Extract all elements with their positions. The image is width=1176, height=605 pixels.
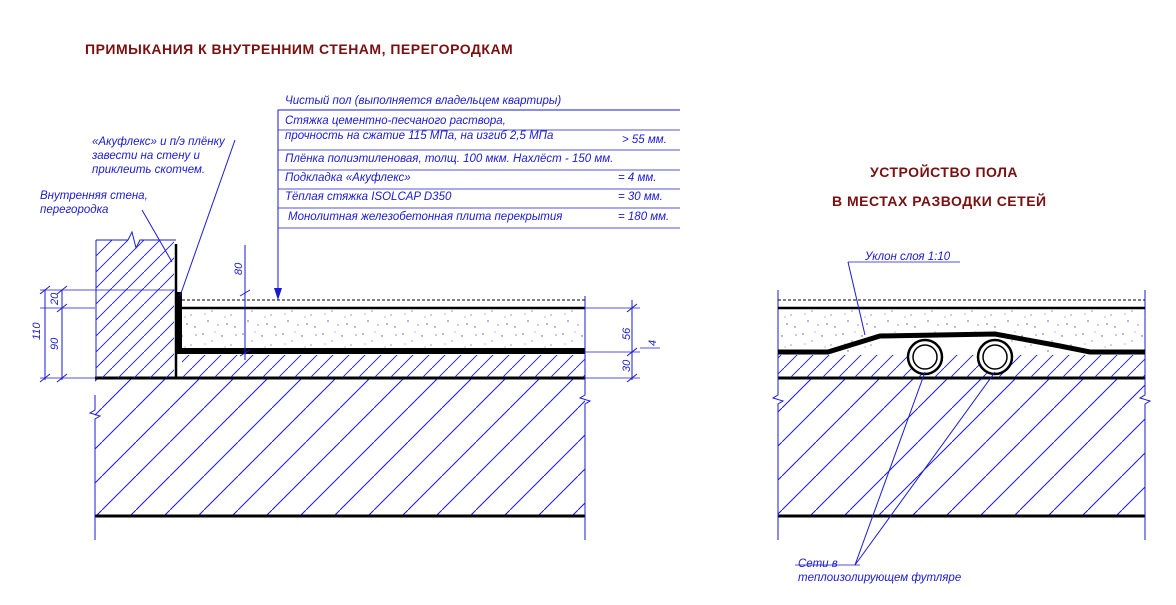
right-title-line-1: УСТРОЙСТВО ПОЛА [870,164,1019,180]
layer-slab: Монолитная железобетонная плита перекрытия [288,211,563,223]
slab-right [778,378,1145,516]
note-networks-line-1: Сети в [798,558,838,570]
note-wall-line-2: перегородка [40,204,109,216]
note-akuflex-line-2: завести на стену и [92,150,200,162]
note-akuflex [92,135,225,177]
dim-110: 110 [31,322,43,340]
layer-screed-line2: прочность на сжатие 115 МПа, на изгиб 2,5 МПа [285,130,554,142]
dim-30: 30 [621,359,633,372]
note-slope: Уклон слоя 1:10 [865,251,951,263]
wall [96,240,174,378]
right-title-line-2: В МЕСТАХ РАЗВОДКИ СЕТЕЙ [832,193,1047,209]
layer-akuflex-value: = 4 мм. [618,172,657,184]
dim-90: 90 [49,337,61,350]
layer-screed-value: > 55 мм. [622,134,667,146]
dim-4: 4 [647,339,659,346]
dim-80: 80 [233,262,245,275]
layer-akuflex: Подкладка «Акуфлекс» [285,172,411,184]
note-networks [798,557,961,585]
layer-isolcap: Тёплая стяжка ISOLCAP D350 [285,191,452,203]
warm-screed-layer [182,355,585,377]
dim-20: 20 [49,292,61,305]
layer-slab-value: = 180 мм. [618,211,670,223]
note-networks-line-2: теплоизолирующем футляре [798,572,962,584]
note-wall-line-1: Внутренняя стена, [40,190,148,202]
right-detail [773,262,1150,565]
layer-pe-film: Плёнка полиэтиленовая, толщ. 100 мкм. Нахлёст - 150 мм. [285,153,614,165]
akuflex-layer [182,348,585,354]
dim-56: 56 [621,327,633,340]
left-title: ПРИМЫКАНИЯ К ВНУТРЕННИМ СТЕНАМ, ПЕРЕГОРОДКАМ [85,41,514,57]
note-wall [40,189,148,217]
slab-left [95,378,585,516]
cement-screed-layer [182,308,585,348]
layer-finished-floor: Чистый пол (выполняется владельцем квартиры) [285,95,562,107]
note-akuflex-line-1: «Акуфлекс» и п/э плёнку [92,136,225,148]
layer-isolcap-value: = 30 мм. [618,191,663,203]
note-akuflex-line-3: приклеить скотчем. [92,164,206,176]
layer-screed-line1: Стяжка цементно-песчаного раствора, [285,115,506,127]
